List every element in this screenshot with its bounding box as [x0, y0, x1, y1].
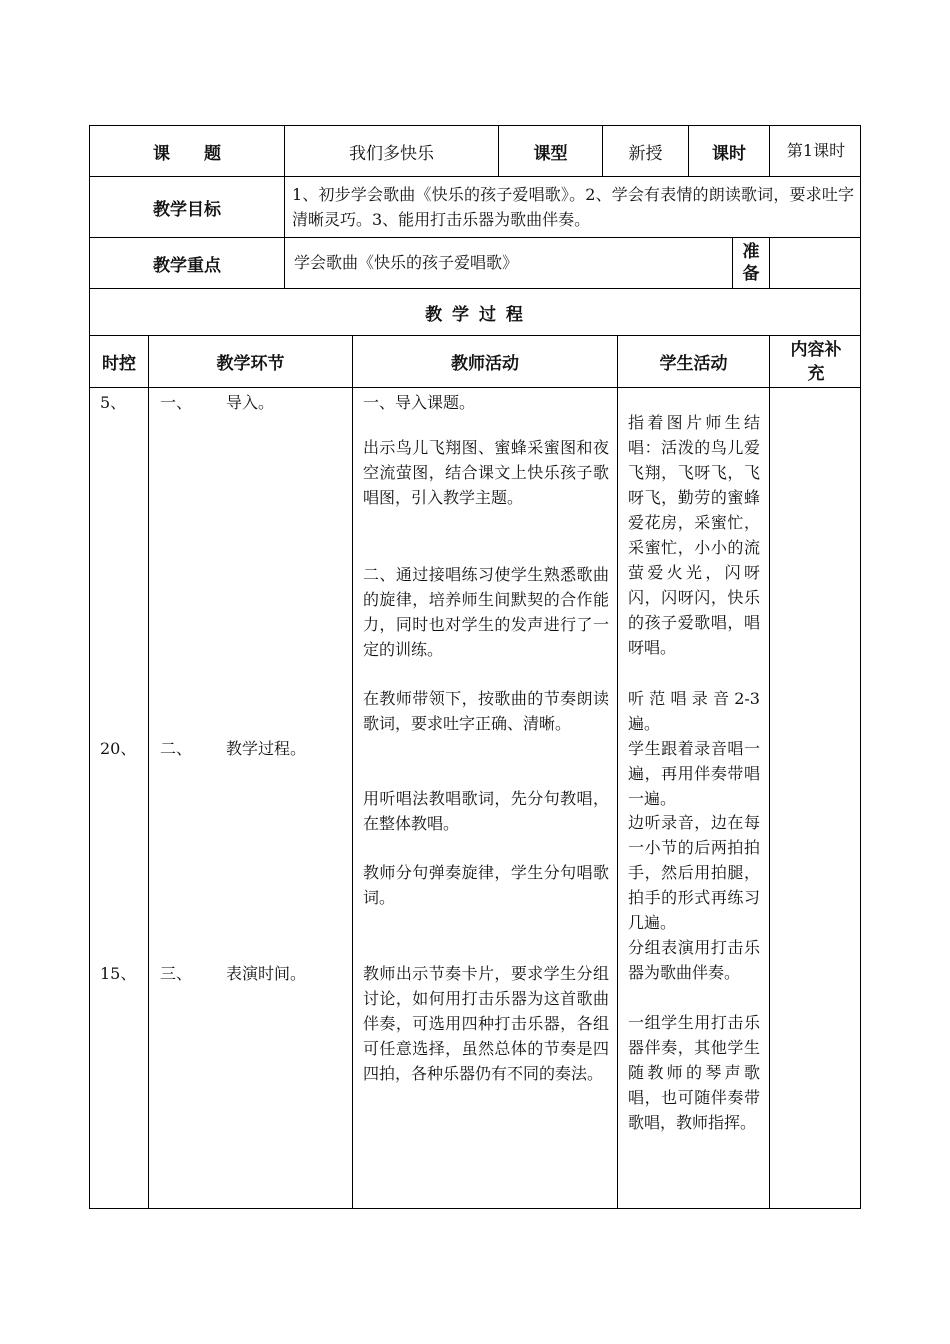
- section-3-number: 三、: [160, 964, 193, 983]
- time-3: 15、: [100, 964, 137, 983]
- student-activity-4: 边听录音，边在每一小节的后两拍拍手，然后用拍腿，拍手的形式再练习几遍。: [628, 813, 760, 932]
- prep-label: 准备: [742, 242, 760, 284]
- section-3-name: 表演时间。: [226, 964, 307, 983]
- table-border: [89, 1208, 861, 1209]
- teacher-activity-3: 二、通过接唱练习使学生熟悉歌曲的旋律，培养师生间默契的合作能力，同时也对学生的发声进行了一定的训练。: [363, 565, 609, 659]
- col-divider: [352, 335, 353, 1208]
- col-divider: [617, 335, 618, 1208]
- process-title: 教 学 过 程: [425, 304, 525, 325]
- section-1-name: 导入。: [226, 393, 275, 412]
- section-2-name: 教学过程。: [226, 739, 307, 758]
- col-header-notes: 内容补充: [790, 339, 842, 384]
- topic-value: 我们多快乐: [349, 143, 434, 164]
- teacher-activity-7: 教师出示节奏卡片，要求学生分组讨论，如何用打击乐器为这首歌曲伴奏，可选用四种打击乐器，各组可任意选择，虽然总体的节奏是四四拍，各种乐器仍有不同的奏法。: [363, 964, 609, 1083]
- row-divider: [89, 387, 861, 388]
- type-value: 新授: [628, 143, 663, 164]
- focus-text: 学会歌曲《快乐的孩子爱唱歌》: [294, 253, 519, 272]
- col-divider: [732, 237, 733, 288]
- period-label: 课时: [712, 143, 746, 164]
- focus-label: 教学重点: [153, 255, 221, 276]
- col-divider: [769, 335, 770, 1208]
- period-value: 第1课时: [786, 141, 846, 160]
- student-activity-3: 学生跟着录音唱一遍，再用伴奏带唱一遍。: [628, 739, 760, 808]
- col-header-section: 教学环节: [216, 354, 285, 374]
- section-1-number: 一、: [160, 393, 193, 412]
- col-header-student: 学生活动: [659, 354, 728, 374]
- col-header-teacher: 教师活动: [451, 354, 519, 374]
- prep-value: [770, 238, 860, 288]
- student-activity-6: 一组学生用打击乐器伴奏，其他学生随教师的琴声歌唱，也可随伴奏带歌唱，教师指挥。: [628, 1013, 760, 1132]
- type-label: 课型: [533, 143, 568, 164]
- teacher-activity-2: 出示鸟儿飞翔图、蜜蜂采蜜图和夜空流萤图，结合课文上快乐孩子歌唱图，引入教学主题。: [363, 438, 609, 507]
- col-header-time: 时控: [102, 354, 136, 374]
- student-activity-2: 听范唱录音2-3遍。: [628, 689, 760, 733]
- time-1: 5、: [100, 393, 127, 412]
- teacher-activity-6: 教师分句弹奏旋律，学生分句唱歌词。: [363, 863, 609, 907]
- student-activity-1: 指着图片师生结唱：活泼的鸟儿爱飞翔，飞呀飞，飞呀飞，勤劳的蜜蜂爱花房，采蜜忙，采蜜忙，小小的流萤爱火光，闪呀闪，闪呀闪，快乐的孩子爱歌唱，唱呀唱。: [628, 413, 760, 657]
- teacher-activity-1: 一、导入课题。: [363, 393, 476, 412]
- goals-text: 1、初步学会歌曲《快乐的孩子爱唱歌》。2、学会有表情的朗读歌词，要求吐字清晰灵巧。3、能用打击乐器为歌曲伴奏。: [292, 185, 854, 229]
- teacher-activity-5: 用听唱法教唱歌词，先分句教唱，在整体教唱。: [363, 789, 609, 833]
- topic-label: 课 题: [153, 143, 221, 164]
- col-divider: [148, 335, 149, 1208]
- col-divider: [769, 125, 770, 176]
- teacher-activity-4: 在教师带领下，按歌曲的节奏朗读歌词，要求吐字正确、清晰。: [363, 689, 609, 733]
- section-2-number: 二、: [160, 739, 193, 758]
- goals-label: 教学目标: [153, 199, 221, 220]
- student-activity-5: 分组表演用打击乐器为歌曲伴奏。: [628, 938, 760, 982]
- time-2: 20、: [100, 739, 137, 758]
- col-divider: [284, 237, 285, 288]
